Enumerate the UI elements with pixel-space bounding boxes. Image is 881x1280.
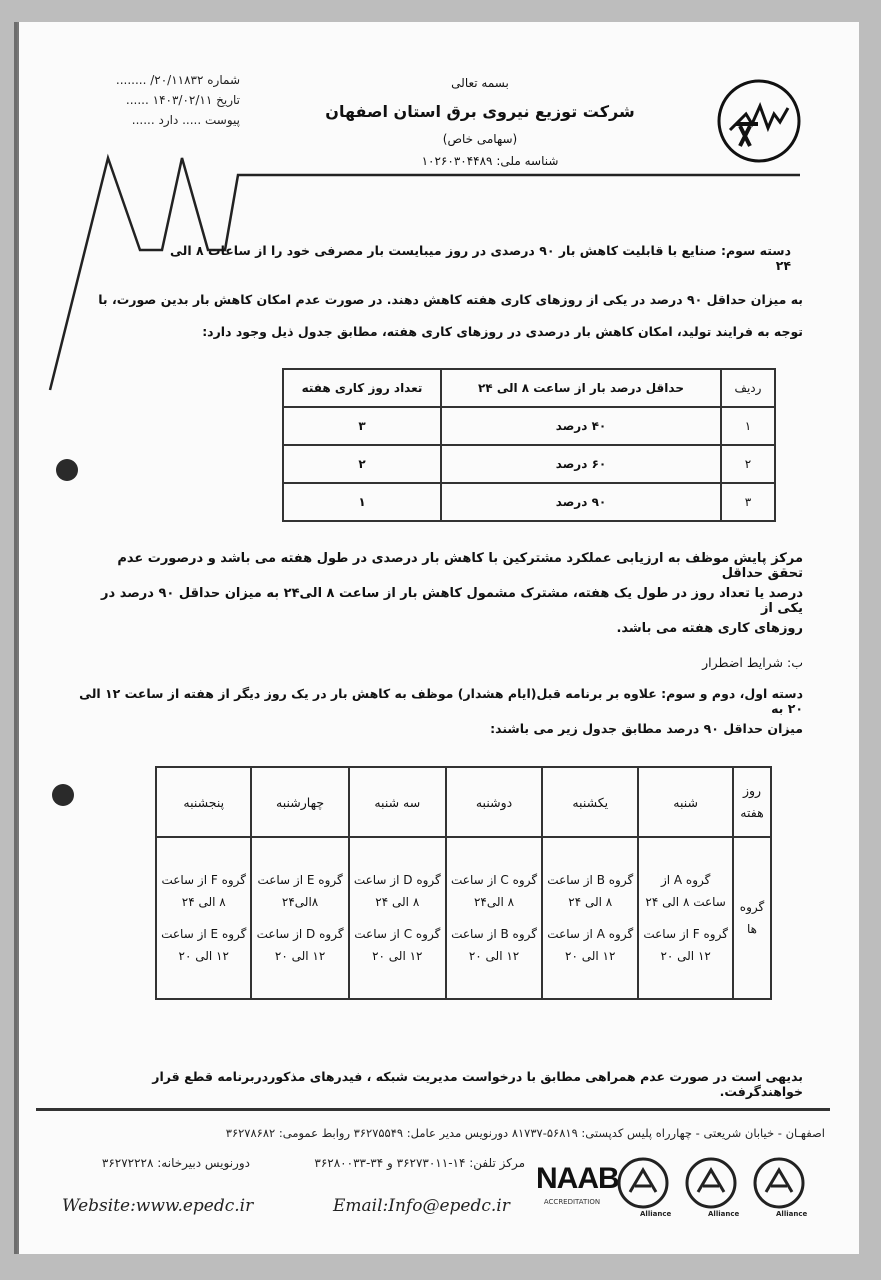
number-label: شماره [207,73,240,87]
alliance-badge-icon [684,1156,738,1210]
para1-line2: به میزان حداقل ۹۰ درصد در یکی از روزهای کاری هفته کاهش دهند. در صورت عدم امکان کاهش بار بدین صورت، با [98,292,803,307]
company-name: شرکت توزیع نیروی برق استان اصفهان [325,102,635,121]
cell-line: گروه C از ساعت [354,927,441,941]
cell-line: گروه E از ساعت [257,873,343,887]
cell-line: ۱۲ الی ۲۰ [178,949,229,963]
schedule-cell [156,837,251,999]
para3-line2: میزان حداقل ۹۰ درصد مطابق جدول زیر می باشند: [490,721,803,736]
para1-line1: دسته سوم: صنایع با قابلیت کاهش بار ۹۰ درصدی در روز میبایست بار مصرفی خود را از ساعات ۸ الی ۲۴ [170,243,791,273]
cell-line: ۱۲ الی ۲۰ [372,949,423,963]
para3-line1: دسته اول، دوم و سوم: علاوه بر برنامه قبل(ایام هشدار) موظف به کاهش بار در یک روز دیگر از هفته از ساعت ۱۲ الی ۲۰ به [79,686,803,716]
para2-line2: درصد یا تعداد روز در طول یک هفته، مشترک مشمول کاهش بار از ساعت ۸ الی۲۴ به میزان حداقل ۹۰ درصد در یکی از [101,586,803,616]
row-header [733,837,771,999]
letter-number: ۲۰/۱۱۸۳۲/ [150,73,204,87]
table-header-row [283,369,775,407]
footer-fax-secretariat: دورنویس دبیرخانه: ۳۶۲۷۲۲۲۸ [101,1156,250,1170]
cell-line: ۸ الی ۲۴ [181,895,226,909]
table-cell: ۳ [283,407,441,445]
attachment-label: پیوست [205,113,240,127]
alliance-caption: Alliance [776,1210,808,1218]
cell-line: گروه D از ساعت [353,873,441,887]
alliance-caption: Alliance [708,1210,740,1218]
table-cell: ۹۰ درصد [441,483,721,521]
schedule-cell [446,837,542,999]
table-cell: ۱ [721,407,775,445]
table-row [283,407,775,445]
alliance-badge-icon [752,1156,806,1210]
row-header-line: گروه [739,900,765,914]
cell-line: گروه F از ساعت [161,873,247,887]
corner-header-line: هفته [740,805,764,820]
load-reduction-table [282,368,776,522]
para2-line1: مرکز پایش موظف به ارزیابی عملکرد مشترکین با کاهش بار درصدی در طول هفته می باشد و درصورت عدم تحقق حداقل [117,551,803,581]
schedule-cell [251,837,348,999]
cell-line: ۸ الی۲۴ [473,895,515,909]
cell-line: ۸الی۲۴ [281,895,319,909]
date-label: تاریخ [216,93,240,107]
cell-line: گروه A از [660,873,711,887]
schedule-cell [349,837,446,999]
schedule-cell [542,837,638,999]
schedule-cell [638,837,733,999]
table-header: تعداد روز کاری هفته [283,369,441,407]
table-cell: ۴۰ درصد [441,407,721,445]
table-row [283,445,775,483]
day-header: سه شنبه [349,767,446,837]
footer-website: Website:www.epedc.ir [62,1196,254,1216]
cell-line: گروه B از ساعت [451,927,537,941]
para1-line3: توجه به فرایند تولید، امکان کاهش بار درصدی در روزهای کاری هفته، مطابق جدول ذیل وجود دارد: [202,324,803,339]
invocation: بسمه تعالی [451,76,509,90]
table-cell: ۶۰ درصد [441,445,721,483]
table-header: حداقل درصد بار از ساعت ۸ الی ۲۴ [441,369,721,407]
naab-logo [536,1160,619,1216]
section-b-heading: ب: شرایط اضطرار [702,655,803,670]
cell-line: ۱۲ الی ۲۰ [468,949,520,963]
company-type: (سهامی خاص) [442,132,518,146]
day-header: یکشنبه [542,767,638,837]
footer-address: اصفهـان - خیابان شریعتی - چهارراه پلیس کدپستی: ۵۶۸۱۹-۸۱۷۳۷ دورنویس مدیر عامل: ۳۶۲۷۵۵۴۹ روابط عمومی: ۳۶۲۷۸۶۸۲ [225,1126,825,1140]
row-header-line: ها [747,922,757,936]
attachment-value: دارد [158,113,179,127]
cell-line: ساعت ۸ الی ۲۴ [645,895,726,909]
corner-header-line: روز [742,783,762,798]
cell-line: گروه E از ساعت [161,927,247,941]
weekly-schedule-table [155,766,772,1000]
alliance-badge-icon [616,1156,670,1210]
cell-line: ۱۲ الی ۲۰ [565,949,616,963]
closing-sentence: بدیهی است در صورت عدم همراهی مطابق با درخواست مدیریت شبکه ، فیدرهای مذکوردربرنامه قطع قرار خواهندگرفت. [152,1069,803,1099]
cell-line: ۱۲ الی ۲۰ [660,949,711,963]
company-logo-icon [716,78,802,164]
day-header: چهارشنبه [251,767,348,837]
alliance-caption: Alliance [640,1210,672,1218]
table-corner-header [733,767,771,837]
table-header: ردیف [721,369,775,407]
binder-hole-bottom [52,784,74,806]
cell-line: ۱۲ الی ۲۰ [274,949,326,963]
cell-line: گروه D از ساعت [256,927,344,941]
cell-line: ۸ الی ۲۴ [375,895,420,909]
footer-rule [36,1108,830,1111]
header-zigzag-line [0,0,881,400]
cell-line: گروه C از ساعت [451,873,538,887]
table-cell: ۳ [721,483,775,521]
cell-line: ۸ الی ۲۴ [568,895,613,909]
naab-logo-subtext: ACCREDITATION [543,1198,601,1206]
naab-logo-text: NAAB [536,1162,619,1195]
binder-hole-top [56,459,78,481]
para2-line3: روزهای کاری هفته می باشد. [616,621,803,636]
cell-line: گروه A از ساعت [547,927,634,941]
table-row [156,837,771,999]
day-header: شنبه [638,767,733,837]
footer-phones: مرکز تلفن: ۱۴-۳۶۲۷۳۰۱۱ و ۳۴-۳۶۲۸۰۰۳۳ [314,1156,525,1170]
day-header: دوشنبه [446,767,542,837]
cell-line: گروه F از ساعت [643,927,728,941]
footer-email: Email:Info@epedc.ir [333,1196,510,1216]
cell-line: گروه B از ساعت [547,873,634,887]
table-row [283,483,775,521]
table-cell: ۱ [283,483,441,521]
table-header-row [156,767,771,837]
letter-date: ۱۴۰۳/۰۲/۱۱ [152,93,213,107]
table-cell: ۲ [721,445,775,483]
table-cell: ۲ [283,445,441,483]
letter-meta: شماره ۲۰/۱۱۸۳۲/ ........ تاریخ ۱۴۰۳/۰۲/۱۱ ...... پیوست ..... دارد ...... [115,73,240,127]
day-header: پنجشنبه [156,767,251,837]
national-id: شناسه ملی: ۱۰۲۶۰۳۰۴۴۸۹ [421,154,559,168]
